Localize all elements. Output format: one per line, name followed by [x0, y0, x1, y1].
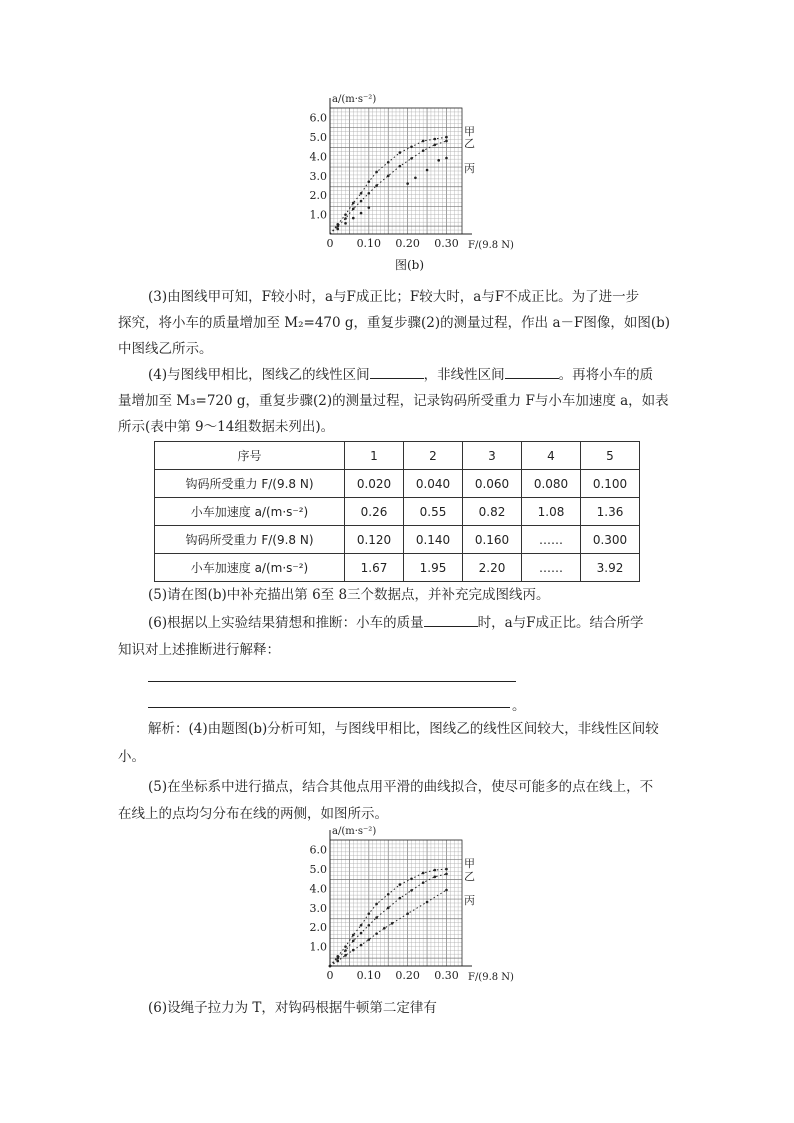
x-tick-label: 0.20 — [395, 237, 420, 250]
y-tick-label: 1.0 — [309, 208, 327, 222]
data-point — [344, 213, 347, 216]
solution-chart-svg — [300, 822, 530, 992]
x-axis-label: F/(9.8 N) — [468, 240, 514, 251]
table-cell: 钩码所受重力 F/(9.8 N) — [155, 470, 345, 498]
data-point — [399, 165, 402, 168]
data-point — [445, 868, 448, 871]
table-cell: 0.080 — [522, 470, 581, 498]
table-cell: 1.67 — [345, 554, 404, 582]
data-point — [344, 217, 347, 220]
data-point — [399, 897, 402, 900]
data-point — [445, 889, 448, 892]
para-6-line-1 — [148, 611, 644, 631]
solution-line-1: 解析：(4)由题图(b)分析可知，与图线甲相比，图线乙的线性区间较大，非线性区间较 — [148, 721, 659, 737]
data-point — [422, 881, 425, 884]
x-tick-label: 0.10 — [356, 969, 382, 982]
y-tick-label: 3.0 — [309, 169, 327, 183]
table-row — [155, 470, 640, 498]
data-point — [368, 180, 371, 183]
table-cell: 0.55 — [404, 498, 463, 526]
table-header-cell: 1 — [345, 442, 404, 470]
data-point — [406, 912, 409, 915]
para-6-line-2: 知识对上述推断进行解释： — [118, 642, 280, 658]
table-row — [155, 554, 640, 582]
data-point — [344, 954, 347, 957]
table-row — [155, 498, 640, 526]
data-point — [434, 876, 437, 879]
data-point — [437, 159, 440, 162]
data-point — [368, 912, 371, 915]
y-axis-label: a/(m·s⁻²) — [332, 826, 377, 837]
para-4-text-c: 。再将小车的质 — [558, 367, 654, 383]
data-point — [336, 228, 339, 231]
data-point — [368, 924, 371, 927]
table-header-cell: 4 — [522, 442, 581, 470]
data-point — [375, 903, 378, 906]
table-header-cell: 3 — [463, 442, 522, 470]
para-3-line-3: 中图线乙所示。 — [118, 341, 213, 357]
y-tick-label: 6.0 — [309, 843, 327, 857]
solution-5-line-2: 在线上的点均匀分布在线的两侧，如图所示。 — [118, 806, 388, 822]
para-4-text-a: (4)与图线甲相比，图线乙的线性区间 — [148, 367, 370, 383]
data-point — [360, 212, 363, 215]
table-row — [155, 526, 640, 554]
table-cell: 0.26 — [345, 498, 404, 526]
answer-blank-nonlinear[interactable] — [505, 366, 559, 379]
data-point — [434, 144, 437, 147]
table-cell: 0.140 — [404, 526, 463, 554]
data-point — [434, 869, 437, 872]
data-point — [352, 202, 355, 205]
y-tick-label: 5.0 — [309, 131, 327, 145]
data-point — [426, 169, 429, 172]
data-point — [360, 924, 363, 927]
data-point — [352, 208, 355, 211]
x-tick-label: 0.10 — [356, 237, 382, 250]
table-cell: 0.100 — [581, 470, 640, 498]
table-cell: 1.95 — [404, 554, 463, 582]
para-4-line-2: 量增加至 M₃=720 g，重复步骤(2)的测量过程，记录钩码所受重力 F与小车加速度 a，如表 — [118, 393, 669, 409]
curve-label: 甲 — [464, 857, 475, 871]
para-3-line-1: (3)由图线甲可知，F较小时，a与F成正比；F较大时，a与F不成正比。为了进一步 — [148, 289, 640, 305]
data-point — [399, 151, 402, 154]
data-point — [368, 938, 371, 941]
y-tick-label: 4.0 — [309, 150, 327, 164]
figure-b-chart — [300, 90, 530, 270]
table-cell: 钩码所受重力 F/(9.8 N) — [155, 526, 345, 554]
data-point — [336, 225, 339, 228]
table-cell: 1.36 — [581, 498, 640, 526]
data-point — [375, 916, 378, 919]
data-point — [445, 157, 448, 160]
data-point — [410, 145, 413, 148]
data-point — [344, 945, 347, 948]
data-point — [375, 171, 378, 174]
para-5: (5)请在图(b)中补充描出第 6至 8三个数据点，并补充完成图线丙。 — [148, 587, 550, 603]
data-point — [410, 889, 413, 892]
x-tick-label: 0 — [326, 237, 334, 250]
data-point — [434, 138, 437, 141]
solution-chart — [300, 822, 530, 992]
curve-label: 乙 — [464, 869, 475, 883]
y-tick-label: 2.0 — [309, 189, 327, 203]
plot-grid — [330, 108, 462, 234]
data-point — [352, 940, 355, 943]
table-cell: …… — [522, 554, 581, 582]
x-tick-label: 0.20 — [395, 969, 420, 982]
para-6-end-mark: 。 — [512, 698, 526, 714]
data-point — [383, 927, 386, 930]
answer-blank-linear[interactable] — [370, 366, 424, 379]
data-point — [422, 872, 425, 875]
data-point — [387, 175, 390, 178]
table-header-cell: 5 — [581, 442, 640, 470]
table-header-cell: 序号 — [155, 442, 345, 470]
table-cell: 0.120 — [345, 526, 404, 554]
para-6-text-b: 时，a与F成正比。结合所学 — [477, 615, 644, 631]
para-4-line-1 — [148, 363, 653, 383]
data-point — [344, 949, 347, 952]
data-point — [375, 932, 378, 935]
y-axis-label: a/(m·s⁻²) — [332, 94, 377, 105]
data-point — [336, 957, 339, 960]
table-cell: 小车加速度 a/(m·s⁻²) — [155, 554, 345, 582]
para-6-text-a: (6)根据以上实验结果猜想和推断：小车的质量 — [148, 615, 424, 631]
data-point — [329, 965, 332, 968]
para-4-text-b: ，非线性区间 — [423, 367, 505, 383]
data-point — [360, 200, 363, 203]
data-point — [445, 140, 448, 143]
para-3-line-2: 探究，将小车的质量增加至 M₂=470 g，重复步骤(2)的测量过程，作出 a－F图像，如图(b) — [118, 315, 671, 331]
data-table — [154, 441, 640, 582]
data-point — [336, 960, 339, 963]
table-cell: 0.82 — [463, 498, 522, 526]
data-point — [410, 877, 413, 880]
data-point — [352, 217, 355, 220]
curve-label: 乙 — [464, 136, 475, 150]
x-tick-label: 0.30 — [434, 969, 459, 982]
x-tick-label: 0.30 — [434, 237, 459, 250]
curve-label: 丙 — [464, 162, 475, 176]
y-tick-label: 4.0 — [309, 882, 327, 896]
answer-blank-mass[interactable] — [424, 614, 478, 627]
solution-6: (6)设绳子拉力为 T，对钩码根据牛顿第二定律有 — [148, 1000, 437, 1016]
table-cell: …… — [522, 526, 581, 554]
figure-b-caption: 图(b) — [395, 258, 425, 272]
data-point — [387, 907, 390, 910]
table-cell: 0.060 — [463, 470, 522, 498]
data-point — [410, 157, 413, 160]
data-point — [399, 883, 402, 886]
data-point — [368, 206, 371, 209]
table-cell: 1.08 — [522, 498, 581, 526]
table-cell: 0.300 — [581, 526, 640, 554]
data-point — [375, 184, 378, 187]
y-tick-label: 1.0 — [309, 940, 327, 954]
data-point — [344, 222, 347, 225]
solution-5-line-1: (5)在坐标系中进行描点，结合其他点用平滑的曲线拟合，使尽可能多的点在线上，不 — [148, 779, 654, 795]
data-point — [368, 192, 371, 195]
curve-label: 丙 — [464, 894, 475, 908]
answer-line-2[interactable] — [148, 707, 510, 708]
data-point — [360, 932, 363, 935]
table-cell: 小车加速度 a/(m·s⁻²) — [155, 498, 345, 526]
data-point — [445, 873, 448, 876]
data-point — [445, 136, 448, 139]
y-tick-label: 3.0 — [309, 901, 327, 915]
data-point — [391, 922, 394, 925]
y-tick-label: 2.0 — [309, 921, 327, 935]
table-cell: 3.92 — [581, 554, 640, 582]
data-point — [387, 893, 390, 896]
data-point — [352, 934, 355, 937]
data-point — [422, 140, 425, 143]
table-cell: 0.040 — [404, 470, 463, 498]
data-point — [414, 176, 417, 179]
table-cell: 0.020 — [345, 470, 404, 498]
data-point — [406, 182, 409, 185]
table-header-row — [155, 442, 640, 470]
figure-b-svg — [300, 90, 530, 270]
table-header-cell: 2 — [404, 442, 463, 470]
table-cell: 2.20 — [463, 554, 522, 582]
data-point — [360, 192, 363, 195]
data-point — [422, 149, 425, 152]
y-tick-label: 6.0 — [309, 111, 327, 125]
x-tick-label: 0 — [326, 969, 334, 982]
data-point — [426, 901, 429, 904]
curve-label: 甲 — [464, 125, 475, 139]
data-point — [360, 944, 363, 947]
y-tick-label: 5.0 — [309, 863, 327, 877]
data-point — [387, 161, 390, 164]
answer-line-1[interactable] — [148, 681, 516, 682]
table-cell: 0.160 — [463, 526, 522, 554]
x-axis-label: F/(9.8 N) — [468, 972, 514, 983]
para-4-line-3: 所示(表中第 9～14组数据未列出)。 — [118, 419, 335, 435]
solution-line-2: 小。 — [118, 749, 145, 765]
plot-grid — [330, 840, 462, 966]
data-point — [352, 949, 355, 952]
